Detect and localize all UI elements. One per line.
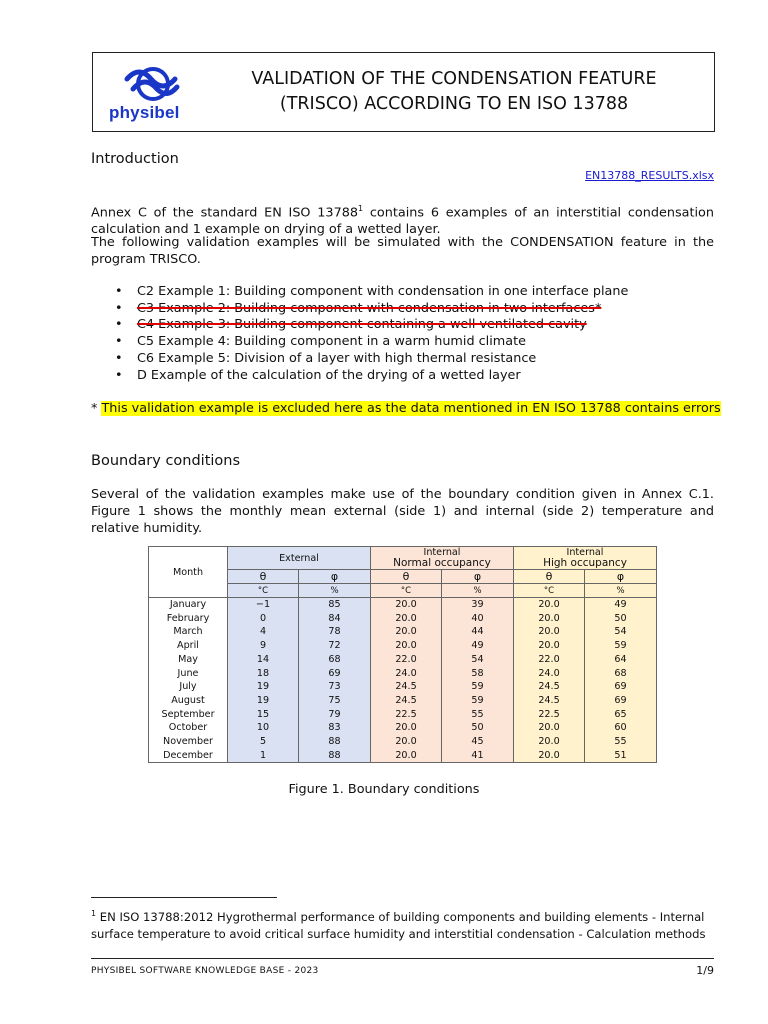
document-header	[92, 52, 715, 132]
footnote-divider	[91, 897, 277, 898]
value-cell: 45	[442, 735, 514, 749]
list-item	[137, 301, 737, 318]
value-cell: 14	[228, 653, 299, 667]
intro-text-b: contains 6 examples of an interstitial condensation calculation and 1 example on drying of a wetted layer.	[91, 205, 714, 238]
internal-label: Internal	[566, 547, 604, 558]
value-cell: 88	[299, 735, 371, 749]
value-cell: 20.0	[371, 612, 442, 626]
value-cell: 20.0	[371, 598, 442, 612]
value-cell: 18	[228, 667, 299, 681]
value-cell: 64	[585, 653, 657, 667]
value-cell: 19	[228, 680, 299, 694]
value-cell: 40	[442, 612, 514, 626]
footnote-mark: 1	[91, 909, 97, 918]
value-cell: 39	[442, 598, 514, 612]
value-cell: 55	[585, 735, 657, 749]
value-cell: 20.0	[514, 735, 585, 749]
phi-header: φ	[299, 570, 371, 584]
table-row	[149, 653, 657, 667]
phi-header: φ	[442, 570, 514, 584]
value-cell: 59	[442, 694, 514, 708]
value-cell: 4	[228, 625, 299, 639]
month-cell: December	[149, 749, 228, 763]
unit-header: %	[442, 584, 514, 598]
value-cell: 41	[442, 749, 514, 763]
value-cell: 22.5	[514, 708, 585, 722]
table-row	[149, 735, 657, 749]
value-cell: 75	[299, 694, 371, 708]
theta-header: θ	[228, 570, 299, 584]
value-cell: 20.0	[371, 639, 442, 653]
month-cell: June	[149, 667, 228, 681]
figure-caption: Figure 1. Boundary conditions	[288, 782, 480, 797]
theta-header: θ	[371, 570, 442, 584]
value-cell: 69	[299, 667, 371, 681]
value-cell: 85	[299, 598, 371, 612]
value-cell: 44	[442, 625, 514, 639]
physibel-logo	[107, 65, 197, 125]
example-c3-excluded: C3 Example 2: Building component with condensation in two interfaces*	[137, 300, 602, 316]
value-cell: 88	[299, 749, 371, 763]
table-row	[149, 625, 657, 639]
external-header: External	[228, 547, 371, 570]
table-row	[149, 639, 657, 653]
value-cell: 72	[299, 639, 371, 653]
example-c2: C2 Example 1: Building component with condensation in one interface plane	[137, 284, 629, 299]
footer-divider	[91, 958, 714, 959]
value-cell: 24.5	[371, 680, 442, 694]
highlighted-note: This validation example is excluded here as the data mentioned in EN ISO 13788 contains errors	[101, 401, 721, 416]
example-d: D Example of the calculation of the drying of a wetted layer	[137, 367, 521, 383]
table-row	[149, 694, 657, 708]
value-cell: −1	[228, 598, 299, 612]
value-cell: 59	[585, 639, 657, 653]
value-cell: 49	[585, 598, 657, 612]
value-cell: 0	[228, 612, 299, 626]
value-cell: 54	[442, 653, 514, 667]
internal-high-header	[514, 547, 657, 570]
value-cell: 51	[585, 749, 657, 763]
table-row	[149, 598, 657, 612]
list-item	[137, 284, 737, 301]
list-item	[137, 351, 737, 368]
value-cell: 22.5	[371, 708, 442, 722]
footnote	[91, 905, 716, 943]
footnote-text: EN ISO 13788:2012 Hygrothermal performance of building components and building elements - Internal surface temperature to avoid critical surface humidity and interstitial condensation - Calculation methods	[91, 909, 706, 941]
value-cell: 68	[299, 653, 371, 667]
page-number: 1/9	[696, 964, 714, 977]
exclusion-note	[91, 401, 721, 416]
month-cell: July	[149, 680, 228, 694]
footnote-ref[interactable]: 1	[358, 204, 364, 213]
unit-header: %	[299, 584, 371, 598]
value-cell: 22.0	[371, 653, 442, 667]
table-row	[149, 680, 657, 694]
value-cell: 73	[299, 680, 371, 694]
month-cell: November	[149, 735, 228, 749]
value-cell: 24.5	[514, 680, 585, 694]
month-cell: September	[149, 708, 228, 722]
table-row	[149, 749, 657, 763]
phi-header: φ	[585, 570, 657, 584]
value-cell: 20.0	[514, 625, 585, 639]
note-star: *	[91, 401, 102, 416]
table-row	[149, 667, 657, 681]
boundary-conditions-table	[148, 546, 657, 763]
example-c6: C6 Example 5: Division of a layer with high thermal resistance	[137, 350, 537, 366]
intro-paragraph-1	[91, 200, 714, 238]
internal-label: Internal	[423, 547, 461, 558]
unit-header: °C	[228, 584, 299, 598]
list-item	[137, 334, 737, 351]
value-cell: 24.5	[514, 694, 585, 708]
value-cell: 20.0	[514, 749, 585, 763]
value-cell: 58	[442, 667, 514, 681]
theta-header: θ	[514, 570, 585, 584]
value-cell: 84	[299, 612, 371, 626]
value-cell: 22.0	[514, 653, 585, 667]
unit-header: °C	[371, 584, 442, 598]
month-header: Month	[149, 547, 228, 598]
value-cell: 1	[228, 749, 299, 763]
value-cell: 65	[585, 708, 657, 722]
boundary-heading: Boundary conditions	[91, 453, 241, 469]
example-c4-excluded: C4 Example 3: Building component containing a well ventilated cavity	[137, 317, 587, 333]
value-cell: 49	[442, 639, 514, 653]
value-cell: 50	[585, 612, 657, 626]
footer-label: PHYSIBEL SOFTWARE KNOWLEDGE BASE - 2023	[91, 966, 319, 976]
value-cell: 24.0	[514, 667, 585, 681]
value-cell: 20.0	[371, 721, 442, 735]
value-cell: 54	[585, 625, 657, 639]
value-cell: 20.0	[371, 735, 442, 749]
normal-occupancy-label: Normal occupancy	[393, 557, 491, 569]
value-cell: 69	[585, 694, 657, 708]
value-cell: 24.0	[371, 667, 442, 681]
list-item	[137, 317, 737, 334]
month-cell: October	[149, 721, 228, 735]
value-cell: 20.0	[371, 625, 442, 639]
value-cell: 24.5	[371, 694, 442, 708]
physibel-logo-icon	[123, 65, 183, 105]
month-cell: April	[149, 639, 228, 653]
value-cell: 50	[442, 721, 514, 735]
value-cell: 20.0	[514, 721, 585, 735]
value-cell: 68	[585, 667, 657, 681]
list-item	[137, 368, 737, 385]
month-cell: May	[149, 653, 228, 667]
logo-text: physibel	[109, 103, 180, 122]
value-cell: 60	[585, 721, 657, 735]
unit-header: °C	[514, 584, 585, 598]
table-row	[149, 721, 657, 735]
results-file-link[interactable]: EN13788_RESULTS.xlsx	[585, 169, 714, 182]
month-cell: August	[149, 694, 228, 708]
value-cell: 78	[299, 625, 371, 639]
value-cell: 9	[228, 639, 299, 653]
intro-paragraph-2: The following validation examples will be simulated with the CONDENSATION feature in the program TRISCO.	[91, 235, 714, 267]
table-body	[149, 598, 657, 763]
value-cell: 83	[299, 721, 371, 735]
value-cell: 15	[228, 708, 299, 722]
value-cell: 79	[299, 708, 371, 722]
value-cell: 20.0	[514, 612, 585, 626]
value-cell: 59	[442, 680, 514, 694]
month-cell: February	[149, 612, 228, 626]
table-row	[149, 612, 657, 626]
value-cell: 19	[228, 694, 299, 708]
value-cell: 55	[442, 708, 514, 722]
value-cell: 20.0	[514, 639, 585, 653]
boundary-paragraph: Several of the validation examples make use of the boundary condition given in Annex C.1. Figure 1 shows the monthly mean external (side 1) and internal (side 2) temperature and relative humidity.	[91, 487, 714, 536]
example-c5: C5 Example 4: Building component in a warm humid climate	[137, 334, 526, 350]
value-cell: 5	[228, 735, 299, 749]
introduction-heading: Introduction	[91, 151, 179, 167]
value-cell: 20.0	[371, 749, 442, 763]
high-occupancy-label: High occupancy	[543, 557, 627, 569]
value-cell: 10	[228, 721, 299, 735]
unit-header: %	[585, 584, 657, 598]
value-cell: 69	[585, 680, 657, 694]
month-cell: March	[149, 625, 228, 639]
document-title: VALIDATION OF THE CONDENSATION FEATURE (TRISCO) ACCORDING TO EN ISO 13788	[251, 69, 657, 114]
value-cell: 20.0	[514, 598, 585, 612]
month-cell: January	[149, 598, 228, 612]
table-row	[149, 708, 657, 722]
internal-normal-header	[371, 547, 514, 570]
example-list	[91, 284, 737, 384]
intro-text-a: Annex C of the standard EN ISO 13788	[91, 205, 358, 221]
